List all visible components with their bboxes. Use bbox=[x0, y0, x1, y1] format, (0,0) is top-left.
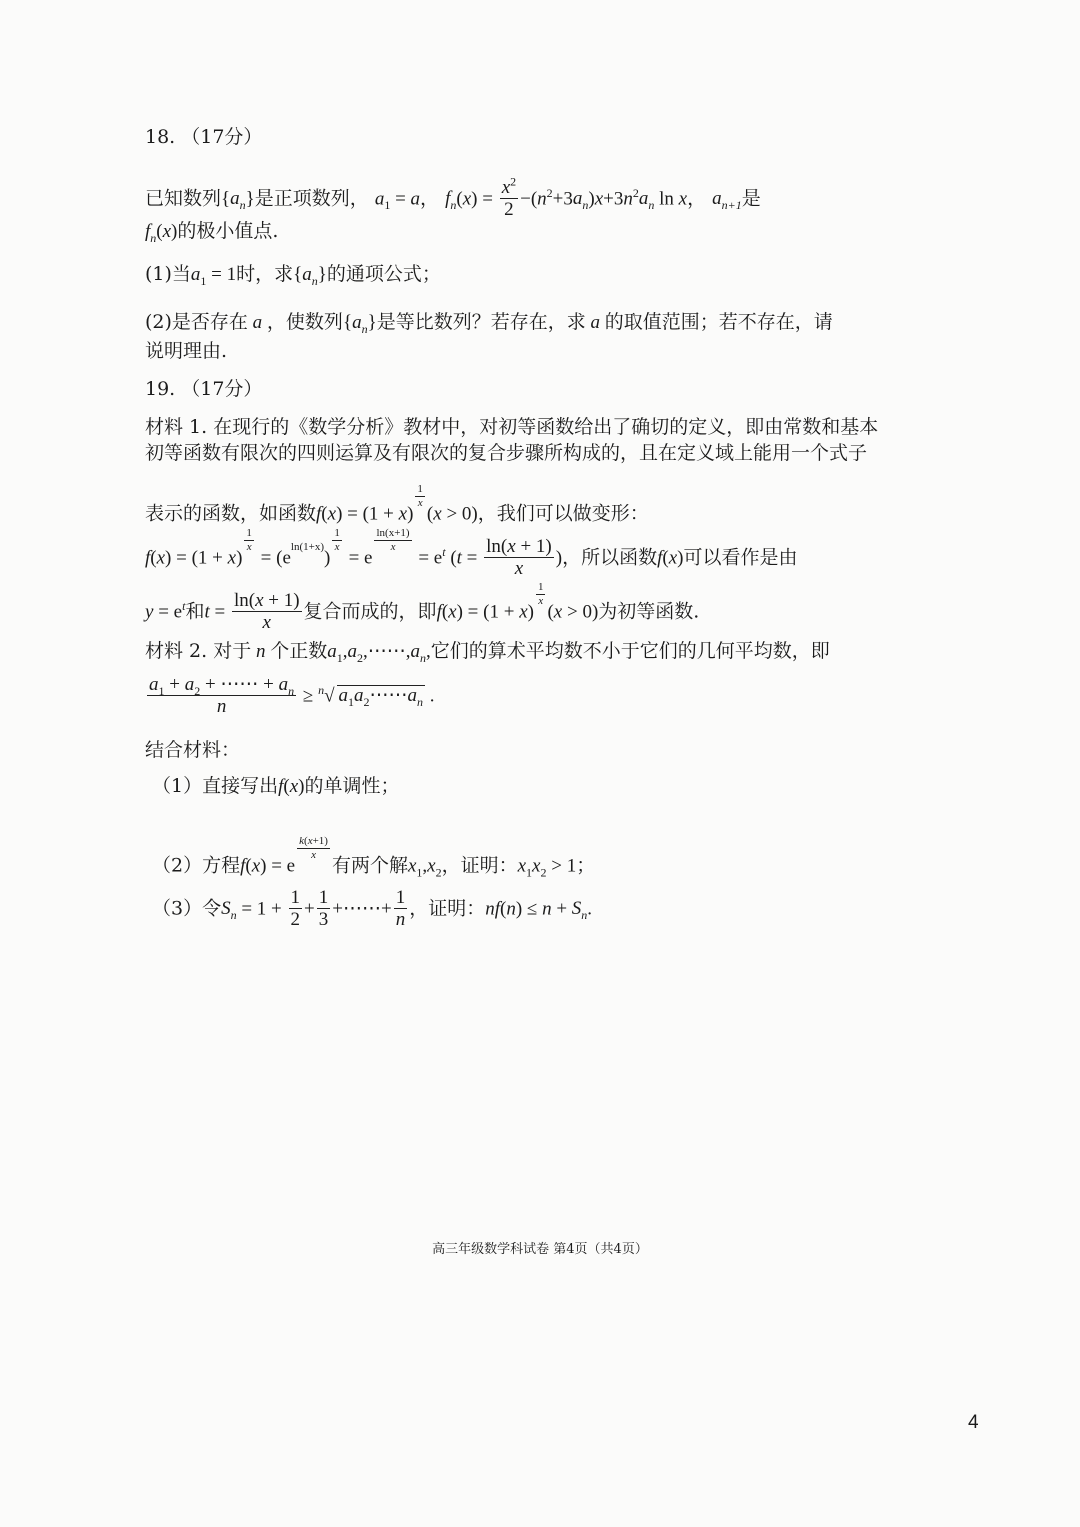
material1-line3: 表示的函数，如函数f(x) = (1 + x) $\frac{1}{x}$ (x > 0)，我们可以做变形： bbox=[145, 483, 649, 525]
q18-part2-cont: 说明理由. bbox=[145, 340, 228, 362]
q19-heading: 19. （17分） bbox=[145, 378, 263, 400]
page-number: 4 bbox=[968, 1412, 979, 1433]
material1-line2: 初等函数有限次的四则运算及有限次的复合步骤所构成的，且在定义域上能用一个式子 bbox=[145, 442, 868, 464]
q19-part3: （3）令$S_n = 1$ + $\frac{1}{2}$ + $\frac{1}{3}$ +⋯⋯+ $\frac{1}{n}$ ，证明：$nf(n) \le n + S_n$. bbox=[152, 887, 593, 930]
q18-heading: 18. （17分） bbox=[145, 126, 263, 148]
material1-line5: $y = e^t$和t = $\frac{\ln(x + 1)}{x}$ 复合而成的，即f(x) = (1 + x) $\frac{1}{x}$ (x > 0)为初等函数. bbox=[145, 581, 700, 634]
page-footer: 高三年级数学科试卷 第4页（共4页） bbox=[432, 1242, 648, 1257]
q18-part2: (2)是否存在 a ，使数列$\{a_n\}$是等比数列？若存在，求 a 的取值范围；若不存在，请 bbox=[145, 311, 833, 336]
q19-part1: （1）直接写出f(x)的单调性； bbox=[152, 775, 400, 797]
fraction-x2-over-2: $\frac{x^2}{2}$ bbox=[501, 174, 517, 220]
material1-line4: f(x) = (1 + x) $\frac{1}{x}$ = (eln(1+x)) $\frac{1}{x}$ = e $\frac{\ln(x+1)}{x}$ = $e^t$ (t = $\frac{\ln(x + 1)}{x}$ )，所以函数f(x)可以看作是由 bbox=[145, 527, 798, 580]
q18-statement-line1: 已知数列$\{a_n\}$是正项数列， $a_1 = a$， $f_n(x)$ = $\frac{x^2}{2}$ $-(n^2+3a_n)x+3n^2a_n$ ln x， $a_{n+1}$是 bbox=[145, 174, 761, 220]
material2-inequality: $\frac{a_1 + a_2 + \cdots\cdots + a_n}{n}$ ≥ $^n$√ $a_1a_2\cdots\cdots a_n$ . bbox=[149, 674, 435, 717]
q18-part1: (1)当$a_1 = 1$时，求$\{a_n\}$的通项公式； bbox=[145, 263, 441, 288]
combine-materials: 结合材料： bbox=[145, 739, 241, 761]
q18-statement-line2: $f_n(x)$的极小值点. bbox=[145, 220, 279, 245]
material2-line1: 材料 2. 对于 n 个正数$a_1,a_2,\cdots\cdots,a_n$,它们的算术平均数不小于它们的几何平均数，即 bbox=[145, 640, 830, 665]
material1-line1: 材料 1. 在现行的《数学分析》教材中，对初等函数给出了确切的定义，即由常数和基本 bbox=[145, 416, 879, 438]
q19-part2: （2）方程f(x) = e $\frac{k(x+1)}{x}$ 有两个解$x_1,x_2$，证明：$x_1x_2 > 1$； bbox=[152, 835, 596, 880]
